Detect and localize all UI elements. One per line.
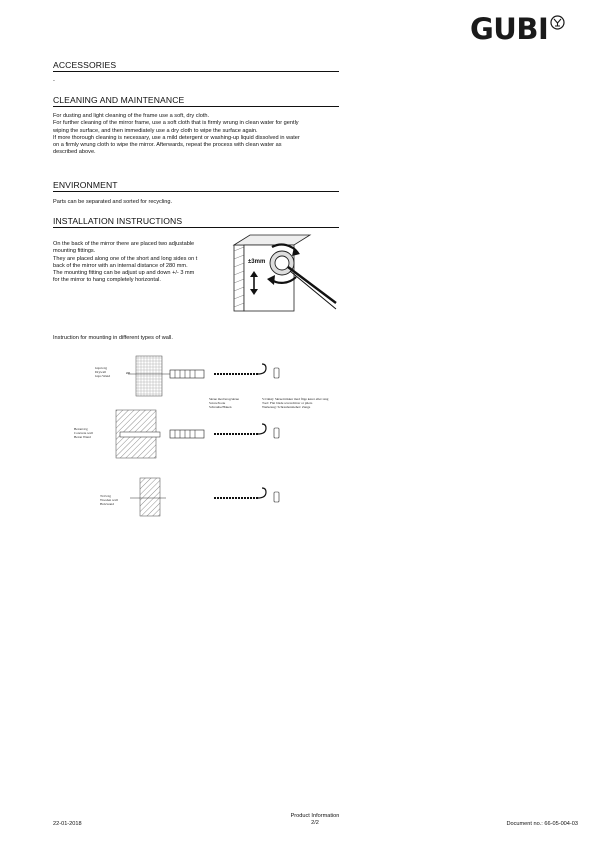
footer-document-number: Document no.: 66-05-004-03 [506,821,578,827]
brand-emblem-icon [550,15,565,30]
mounting-fitting-illustration [232,233,340,313]
installation-line: for the mirror to hang completely horizontal. [53,277,161,284]
cleaning-line: If more thorough cleaning is necessary, use a mild detergent or washing-up liquid dissolved in water [53,134,300,141]
footer-title: Product Information [290,813,340,819]
wall-label-concrete: Betonvæg Concrete wall Beton Wand [74,427,93,440]
footer-date: 22-01-2018 [53,821,82,827]
installation-line: back of the mirror with an internal distance of 280 mm. [53,262,188,269]
cleaning-line: described above. [53,149,96,156]
footer-page: 2/2 [311,820,319,826]
wall-instruction-intro: Instruction for mounting in different types of wall. [53,335,173,341]
cleaning-heading: CLEANING AND MAINTENANCE [53,95,339,107]
installation-line: They are placed along one of the short and long sides on t [53,255,198,262]
cleaning-line: For dusting and light cleaning of the frame use a soft, dry cloth. [53,113,210,119]
accessories-heading: ACCESSORIES [53,60,339,72]
brand-name: GUBI [470,12,549,46]
cleaning-body [53,113,300,157]
wall-label-wooden: Trævæg Wooden wall Holzwand [100,494,118,507]
legend-tool: Værktøj: Skruetrækker med flige kører eller tang Tool: Flat blade screwdriver or pliers Werkzeug: Schraubenzieher/ Zange [262,397,329,410]
dim-label: Ø6 [126,371,131,375]
brand-logo [470,12,565,46]
cleaning-line: wiping the surface, and then immediately use a dry cloth to wipe the surface again. [53,127,258,134]
environment-body: Parts can be separated and sorted for recycling. [53,199,173,205]
installation-body [53,241,197,285]
wall-label-drywall: Gipsvæg Drywall Gips Wand [95,366,111,379]
footer-center [260,813,370,827]
installation-line: On the back of the mirror there are placed two adjustable [53,241,195,247]
installation-heading: INSTALLATION INSTRUCTIONS [53,216,339,228]
installation-line: The mounting fitting can be adjust up and down +/- 3 mm [53,270,195,277]
cleaning-line: For further cleaning of the mirror frame, use a soft cloth that is firmly wrung in clean water for gently [53,120,299,127]
wall-types-diagram [90,352,300,522]
legend-screw: Skrue med krog/skrue Screw/hook Schraube/Haken [209,397,239,410]
accessories-body: - [53,78,55,84]
installation-line: mounting fittings. [53,248,96,255]
cleaning-line: on a firmly wrung cloth to wipe the mirror. Afterwards, repeat the process with clean water as [53,142,282,149]
fitting-adjust-label: ±3mm [248,259,266,265]
environment-heading: ENVIRONMENT [53,180,339,192]
